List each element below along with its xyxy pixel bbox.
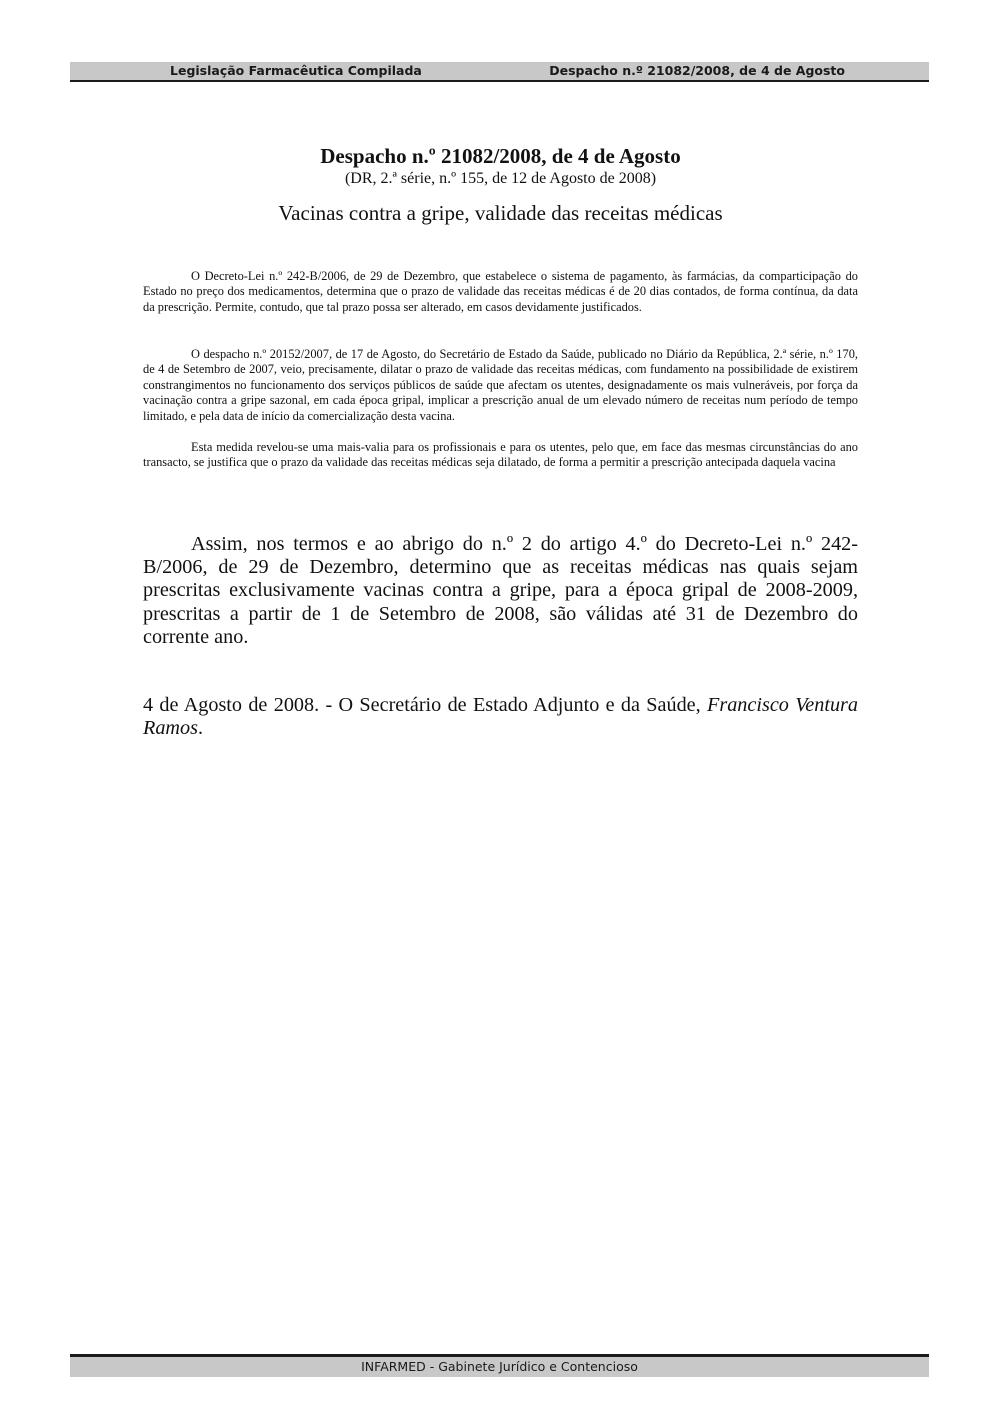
title-block	[143, 143, 858, 226]
signer-name: Francisco Ventura Ramos	[143, 694, 858, 740]
document-subject: Vacinas contra a gripe, validade das receitas médicas	[278, 201, 723, 225]
closing-date-and-role: 4 de Agosto de 2008. - O Secretário de Estado Adjunto e da Saúde,	[143, 694, 708, 716]
header-collection-title: Legislação Farmacêutica Compilada	[170, 63, 422, 78]
page-footer	[70, 1354, 929, 1377]
header-document-ref: Despacho n.º 21082/2008, de 4 de Agosto	[549, 63, 845, 78]
preamble-paragraph-3: Esta medida revelou-se uma mais-valia para os profissionais e para os utentes, pelo que, em face das mesmas circunstâncias do ano transacto, se justifica que o prazo da validade das receitas médicas seja dilatado, de forma a permitir a prescrição antecipada daquela vacina	[143, 440, 858, 470]
document-title: Despacho n.º 21082/2008, de 4 de Agosto	[320, 144, 681, 168]
closing-signature	[143, 694, 858, 740]
footer-text: INFARMED - Gabinete Jurídico e Contencioso	[361, 1359, 638, 1374]
document-source: (DR, 2.ª série, n.º 155, de 12 de Agosto de 2008)	[344, 170, 657, 187]
preamble-paragraph-1: O Decreto-Lei n.º 242-B/2006, de 29 de Dezembro, que estabelece o sistema de pagamento, às farmácias, da comparticipação do Estado no preço dos medicamentos, determina que o prazo de validade das receitas médicas é de 20 dias contados, de forma contínua, da data da prescrição. Permite, contudo, que tal prazo possa ser alterado, em casos devidamente justificados.	[143, 269, 858, 314]
preamble-paragraph-2: O despacho n.º 20152/2007, de 17 de Agosto, do Secretário de Estado da Saúde, publicado no Diário da República, 2.ª série, n.º 170, de 4 de Setembro de 2007, veio, precisamente, dilatar o prazo de validade das receitas médicas, com fundamento na possibilidade de existirem constrangimentos no funcionamento dos serviços públicos de saúde que afectam os utentes, designadamente os mais vulneráveis, por força da vacinação contra a gripe sazonal, em cada época gripal, implicar a prescrição anual de um elevado número de receitas num período de tempo limitado, e pela data de início da comercialização desta vacina.	[143, 347, 858, 423]
determination-paragraph: Assim, nos termos e ao abrigo do n.º 2 do artigo 4.º do Decreto-Lei n.º 242-B/2006, de 29 de Dezembro, determino que as receitas médicas nas quais sejam prescritas exclusivamente vacinas contra a gripe, para a época gripal de 2008-2009, prescritas a partir de 1 de Setembro de 2008, são válidas até 31 de Dezembro do corrente ano.	[143, 533, 858, 648]
closing-period: .	[197, 717, 204, 740]
page-header	[70, 62, 929, 82]
